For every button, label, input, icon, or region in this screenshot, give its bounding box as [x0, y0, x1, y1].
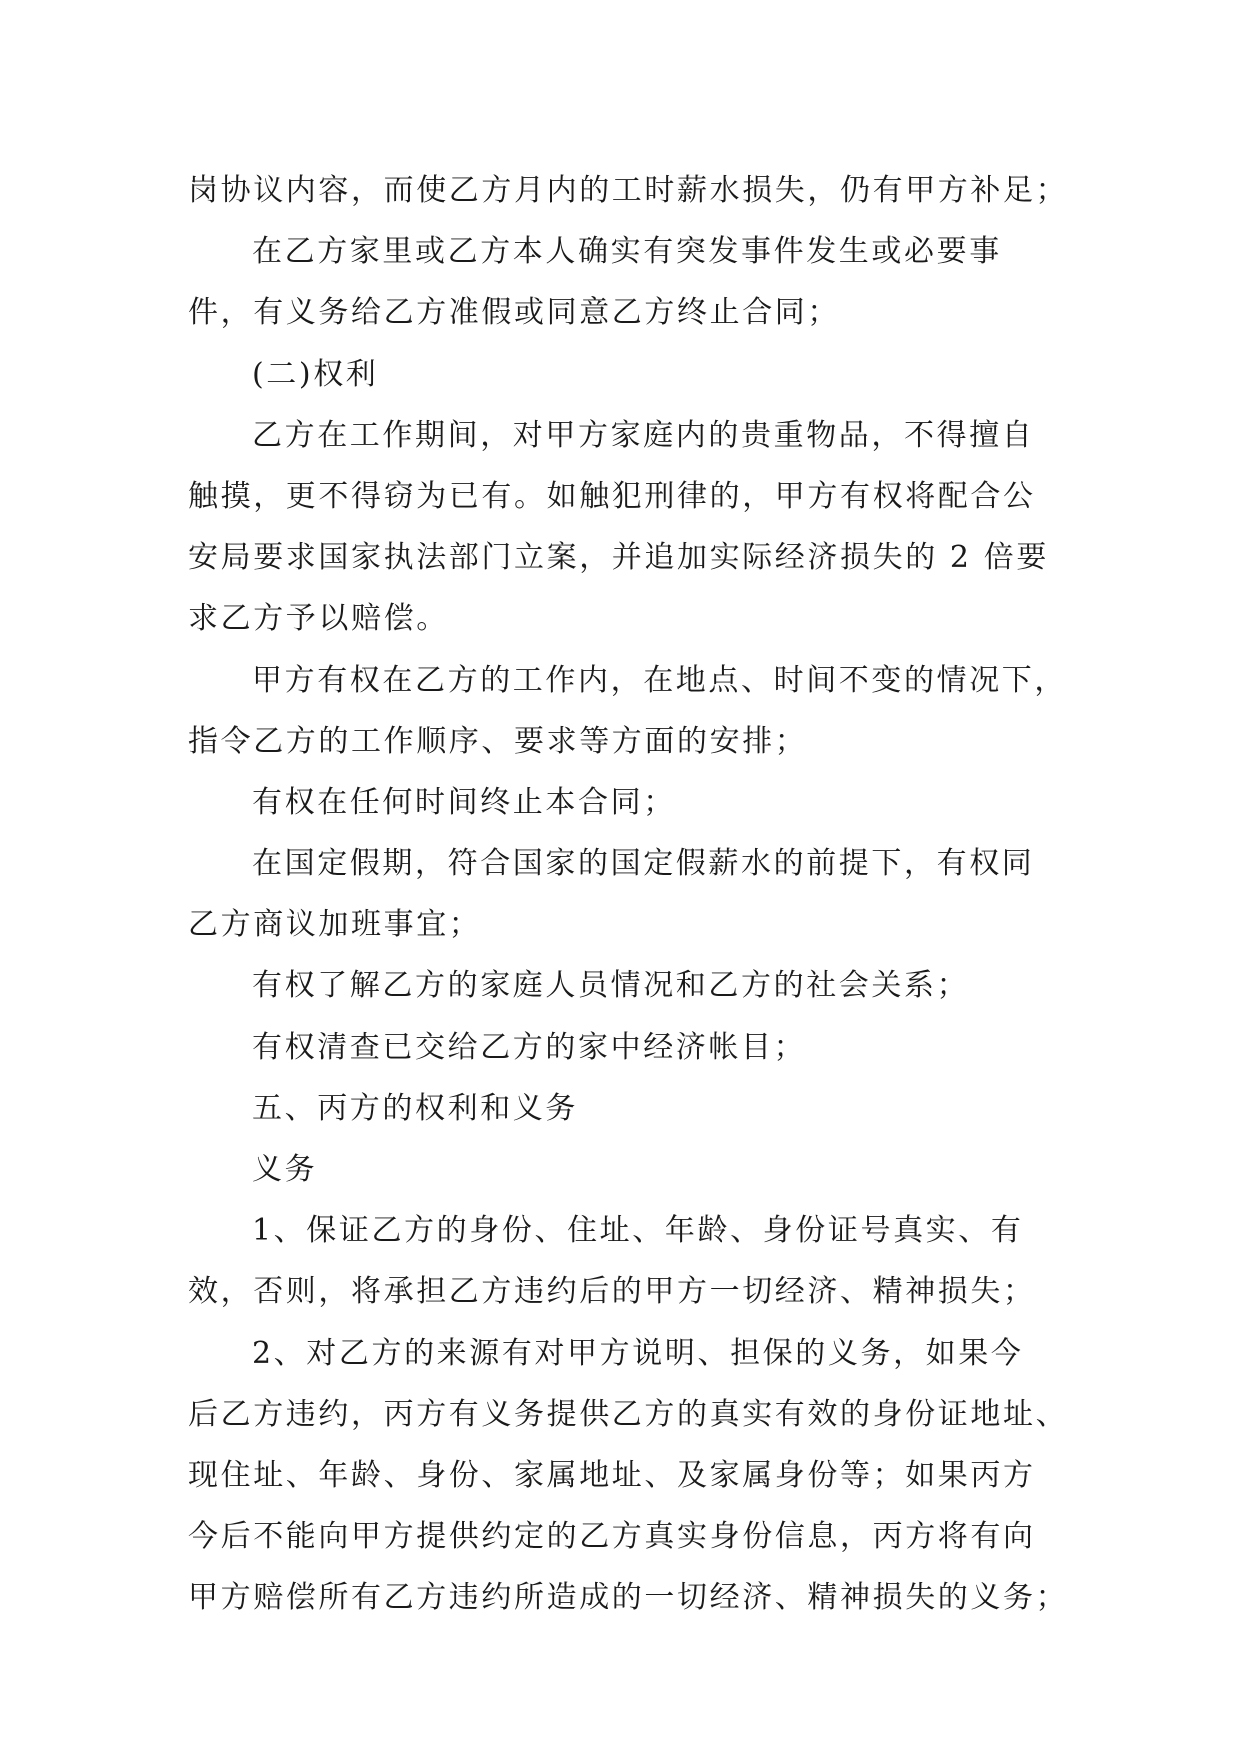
text-line: (二)权利	[252, 356, 379, 392]
text-line: 指令乙方的工作顺序、要求等方面的安排；	[188, 723, 808, 759]
text-line: 五、丙方的权利和义务	[252, 1090, 578, 1126]
text-line: 义务	[252, 1152, 318, 1187]
text-line: 岗协议内容，而使乙方月内的工时薪水损失，仍有甲方补足；	[188, 173, 1069, 208]
text-line: 今后不能向甲方提供约定的乙方真实身份信息，丙方将有向	[188, 1519, 1036, 1555]
text-line: 求乙方予以赔偿。	[188, 601, 449, 637]
text-line: 乙方在工作期间，对甲方家庭内的贵重物品，不得擅自	[252, 417, 1035, 453]
text-line: 安局要求国家执法部门立案，并追加实际经济损失的 2 倍要	[188, 540, 1049, 576]
text-line: 件，有义务给乙方准假或同意乙方终止合同；	[188, 295, 840, 331]
text-line: 有权了解乙方的家庭人员情况和乙方的社会关系；	[252, 968, 970, 1004]
text-line: 后乙方违约，丙方有义务提供乙方的真实有效的身份证地址、	[188, 1396, 1069, 1432]
text-line: 甲方赔偿所有乙方违约所造成的一切经济、精神损失的义务；	[188, 1580, 1069, 1616]
text-line: 触摸，更不得窃为已有。如触犯刑律的，甲方有权将配合公	[188, 478, 1036, 514]
text-line: 1、保证乙方的身份、住址、年龄、身份证号真实、有	[252, 1213, 1024, 1249]
text-line: 2、对乙方的来源有对甲方说明、担保的义务，如果今	[252, 1335, 1024, 1371]
text-line: 甲方有权在乙方的工作内，在地点、时间不变的情况下，	[252, 662, 1067, 698]
text-line: 有权清查已交给乙方的家中经济帐目；	[252, 1029, 807, 1065]
text-line: 有权在任何时间终止本合同；	[252, 784, 676, 820]
text-line: 效，否则，将承担乙方违约后的甲方一切经济、精神损失；	[188, 1274, 1036, 1310]
text-line: 乙方商议加班事宜；	[188, 907, 482, 943]
text-line: 在乙方家里或乙方本人确实有突发事件发生或必要事	[252, 234, 1002, 270]
document-body	[188, 160, 1069, 1629]
text-line: 现住址、年龄、身份、家属地址、及家属身份等；如果丙方	[188, 1457, 1036, 1493]
text-line: 在国定假期，符合国家的国定假薪水的前提下，有权同	[252, 846, 1035, 882]
